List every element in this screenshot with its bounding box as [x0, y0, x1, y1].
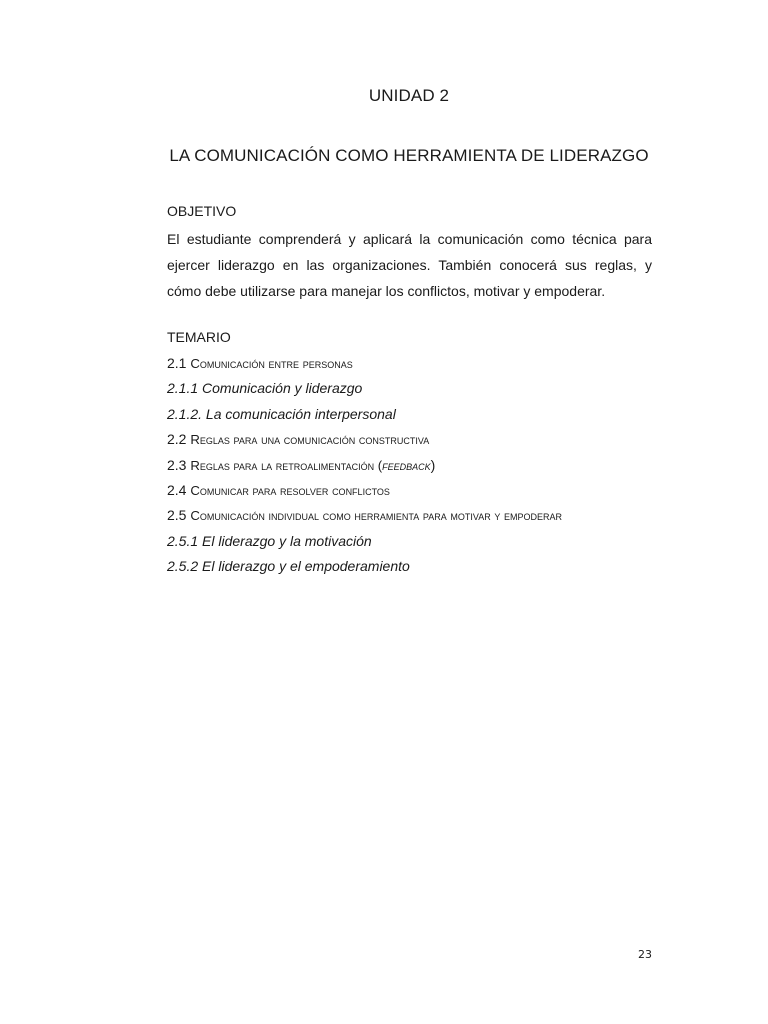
- syllabus-item-number: 2.1: [167, 355, 187, 371]
- page-number: 23: [638, 948, 652, 961]
- syllabus-item-text: Comunicar para resolver conflictos: [190, 482, 390, 498]
- syllabus-item: [167, 427, 652, 452]
- syllabus-item-number: 2.3: [167, 456, 187, 473]
- syllabus-subitem: [167, 554, 652, 579]
- syllabus-item-number: 2.4: [167, 481, 187, 498]
- syllabus-item-suffix: ): [430, 456, 436, 473]
- syllabus-item: [167, 503, 652, 528]
- syllabus-subitem-text: 2.1.1 Comunicación y liderazgo: [167, 380, 363, 397]
- syllabus-item-text: Comunicación entre personas: [190, 356, 353, 371]
- syllabus-item-emphasis: feedback: [382, 457, 431, 473]
- syllabus-subitem: [167, 376, 652, 401]
- objective-heading: OBJETIVO: [167, 203, 237, 219]
- syllabus-item-number: 2.5: [167, 507, 187, 524]
- syllabus-item-text: Comunicación individual como herramienta para motivar y empoderar: [190, 508, 563, 524]
- syllabus-item: [167, 478, 652, 503]
- syllabus-subitem-text: 2.5.2 El liderazgo y el empoderamiento: [167, 558, 410, 575]
- syllabus-item: [167, 351, 652, 376]
- syllabus-subitem-text: 2.1.2. La comunicación interpersonal: [167, 405, 396, 422]
- syllabus-item-text: Reglas para la retroalimentación (: [190, 457, 383, 473]
- objective-text: El estudiante comprenderá y aplicará la comunicación como técnica para ejercer liderazgo en las organizaciones. También conocerá sus reglas, y cómo debe utilizarse para manejar los conflictos, motivar y empoderar.: [167, 231, 652, 299]
- chapter-title: LA COMUNICACIÓN COMO HERRAMIENTA DE LIDERAZGO: [169, 146, 649, 165]
- syllabus-item-number: 2.2: [167, 431, 187, 448]
- syllabus-subitem: [167, 529, 652, 554]
- syllabus-item: [167, 453, 652, 478]
- unit-title: UNIDAD 2: [368, 86, 450, 105]
- syllabus-list: [167, 351, 652, 580]
- syllabus-subitem-text: 2.5.1 El liderazgo y la motivación: [167, 532, 372, 549]
- syllabus-subitem: [167, 402, 652, 427]
- syllabus-heading: TEMARIO: [167, 329, 231, 345]
- syllabus-item-text: Reglas para una comunicación constructiva: [190, 432, 430, 448]
